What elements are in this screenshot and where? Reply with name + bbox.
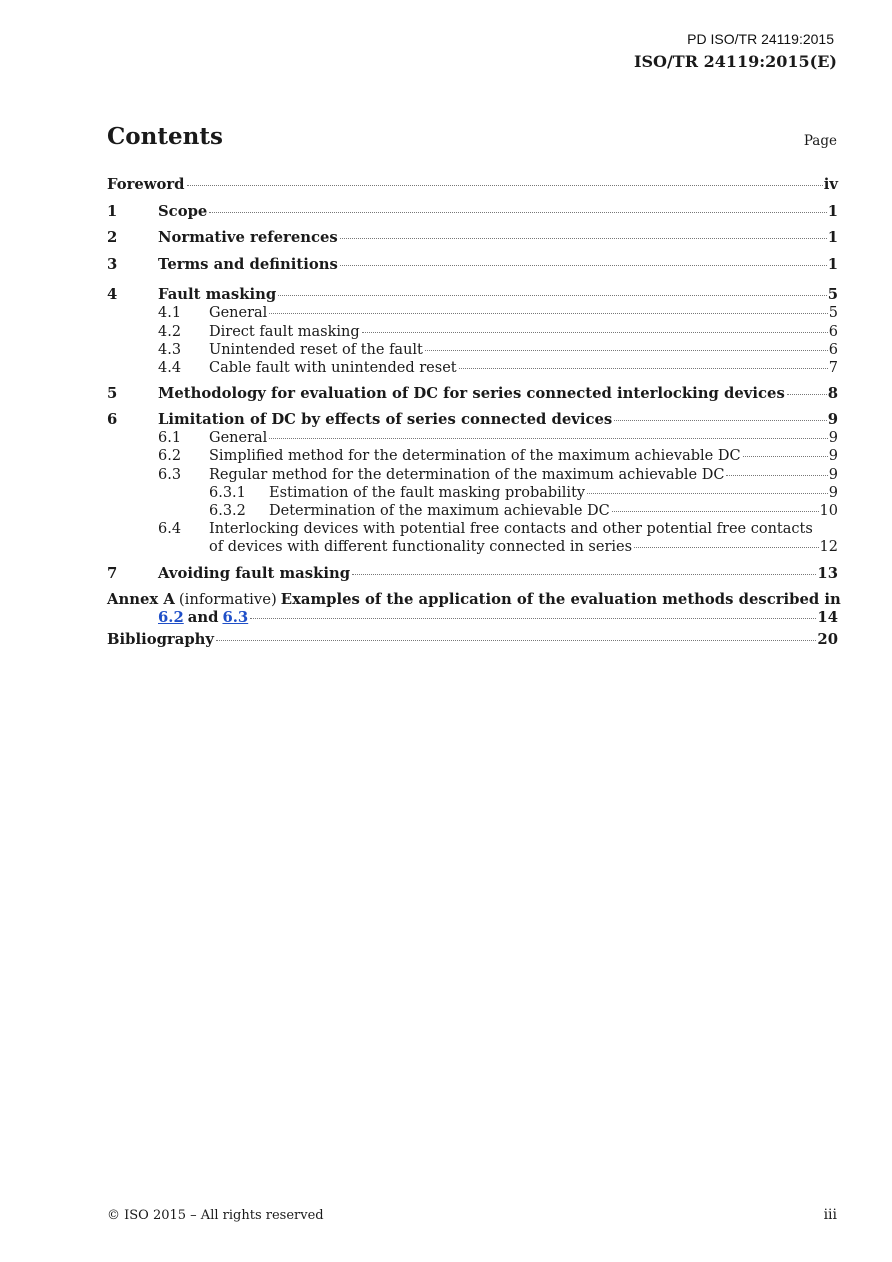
toc-title: Fault masking	[158, 286, 277, 304]
toc-title: Scope	[158, 202, 208, 220]
toc-number: 6.2	[158, 448, 182, 465]
toc-number: 6.3.1	[209, 484, 246, 501]
dot-leader	[209, 212, 826, 213]
toc-entry-4-1[interactable]	[107, 304, 838, 322]
dot-leader	[612, 511, 819, 512]
toc-page: 10	[819, 503, 838, 519]
toc-page: iv	[823, 176, 838, 193]
dot-leader	[278, 295, 827, 296]
toc-page: 12	[819, 539, 838, 556]
toc-number: 6.3	[158, 466, 182, 483]
toc-page: 5	[828, 305, 838, 322]
dot-leader	[269, 438, 827, 439]
copyright-notice: © ISO 2015 – All rights reserved	[107, 1208, 324, 1223]
dot-leader	[634, 547, 819, 548]
toc-entry-6-4-continued[interactable]	[107, 538, 838, 556]
page-title: Contents	[107, 123, 223, 150]
toc-title: Determination of the maximum achievable DC	[269, 503, 610, 519]
dot-leader	[787, 394, 827, 395]
toc-entry-6-3-2[interactable]	[107, 502, 838, 520]
toc-page: 9	[828, 484, 838, 501]
toc-title: Regular method for the determination of the maximum achievable DC	[209, 466, 725, 483]
toc-number: 4.2	[158, 323, 182, 340]
toc-entry-6-1[interactable]	[107, 429, 838, 447]
dot-leader	[340, 265, 827, 266]
annex-title-line1: Examples of the application of the evaluation methods described in	[280, 590, 841, 608]
dot-leader	[743, 456, 828, 457]
toc-entry-bibliography[interactable]	[107, 627, 838, 654]
toc-number: 4.4	[158, 359, 182, 376]
toc-entry-4[interactable]	[107, 286, 838, 304]
annex-label: Annex A	[107, 590, 175, 608]
dot-leader	[340, 238, 827, 239]
toc-title: Unintended reset of the fault	[209, 341, 423, 358]
toc-page: 5	[827, 286, 838, 304]
toc-entry-foreword[interactable]	[107, 172, 838, 199]
toc-title: Estimation of the fault masking probability	[269, 484, 586, 501]
toc-page: 1	[827, 229, 838, 247]
link-6-3[interactable]: 6.3	[222, 608, 249, 626]
toc-number: 1	[107, 202, 118, 220]
toc-title: General	[209, 305, 268, 322]
toc-page: 9	[828, 448, 838, 465]
toc-page: 7	[828, 359, 838, 376]
toc-title-line2: of devices with different functionality connected in series	[209, 539, 633, 556]
toc-page: 1	[827, 255, 838, 273]
toc-entry-annex-a-continued[interactable]	[107, 609, 838, 627]
toc-entry-6-2[interactable]	[107, 447, 838, 465]
toc-entry-2[interactable]	[107, 225, 838, 252]
dot-leader	[614, 420, 826, 421]
dot-leader	[726, 475, 827, 476]
dot-leader	[216, 640, 816, 641]
toc-page: 9	[827, 411, 838, 429]
dot-leader	[587, 493, 828, 494]
toc-title: Normative references	[158, 229, 338, 247]
toc-entry-6[interactable]	[107, 411, 838, 429]
toc-entry-6-3-1[interactable]	[107, 484, 838, 502]
toc-entry-annex-a[interactable]	[107, 590, 841, 609]
dot-leader	[425, 350, 828, 351]
dot-leader	[352, 574, 816, 575]
toc-title: Limitation of DC by effects of series connected devices	[158, 411, 613, 429]
toc-title-line1: Interlocking devices with potential free contacts and other potential free contacts	[209, 521, 813, 538]
toc-page: 9	[828, 466, 838, 483]
toc-entry-5[interactable]	[107, 385, 838, 403]
toc-number: 6	[107, 411, 118, 429]
toc-title: Terms and definitions	[158, 255, 338, 273]
header-top-line: PD ISO/TR 24119:2015	[687, 31, 834, 47]
toc-entry-7[interactable]	[107, 565, 838, 583]
toc-page: 13	[817, 564, 838, 582]
dot-leader	[269, 313, 827, 314]
toc-entry-4-3[interactable]	[107, 341, 838, 359]
toc-number: 4	[107, 286, 118, 304]
toc-number: 6.4	[158, 521, 182, 538]
toc-number: 6.3.2	[209, 503, 246, 519]
toc-page: 1	[827, 202, 838, 220]
toc-page: 9	[828, 430, 838, 447]
toc-page: 14	[817, 608, 838, 626]
toc-entry-6-3[interactable]	[107, 466, 838, 484]
toc-number: 7	[107, 564, 118, 582]
annex-and: and	[187, 608, 219, 626]
table-of-contents	[107, 172, 841, 653]
toc-number: 4.3	[158, 341, 182, 358]
toc-entry-1[interactable]	[107, 199, 838, 226]
dot-leader	[250, 618, 816, 619]
toc-page: 6	[828, 341, 838, 358]
toc-page: 20	[817, 630, 838, 648]
dot-leader	[187, 185, 823, 186]
toc-title: Bibliography	[107, 630, 215, 648]
toc-number: 5	[107, 385, 118, 403]
annex-qualifier: (informative)	[178, 590, 277, 608]
dot-leader	[459, 368, 828, 369]
toc-entry-3[interactable]	[107, 252, 838, 279]
toc-title: Direct fault masking	[209, 323, 360, 340]
toc-entry-4-4[interactable]	[107, 359, 838, 377]
page-column-label: Page	[803, 133, 837, 149]
dot-leader	[362, 332, 828, 333]
toc-number: 2	[107, 229, 118, 247]
toc-number: 4.1	[158, 305, 182, 322]
toc-title: Cable fault with unintended reset	[209, 359, 457, 376]
toc-title: Methodology for evaluation of DC for series connected interlocking devices	[158, 385, 785, 403]
toc-title: Simplified method for the determination of the maximum achievable DC	[209, 448, 741, 465]
toc-title: Foreword	[107, 176, 185, 193]
toc-page: 8	[827, 385, 838, 403]
link-6-2[interactable]: 6.2	[158, 608, 184, 626]
toc-page: 6	[828, 323, 838, 340]
toc-entry-4-2[interactable]	[107, 323, 838, 341]
page-number: iii	[823, 1207, 837, 1223]
toc-title: General	[209, 430, 268, 447]
document-id: ISO/TR 24119:2015(E)	[633, 52, 837, 71]
toc-title: Avoiding fault masking	[158, 564, 351, 582]
toc-number: 3	[107, 255, 118, 273]
toc-number: 6.1	[158, 430, 182, 447]
toc-entry-6-4[interactable]	[107, 520, 838, 538]
